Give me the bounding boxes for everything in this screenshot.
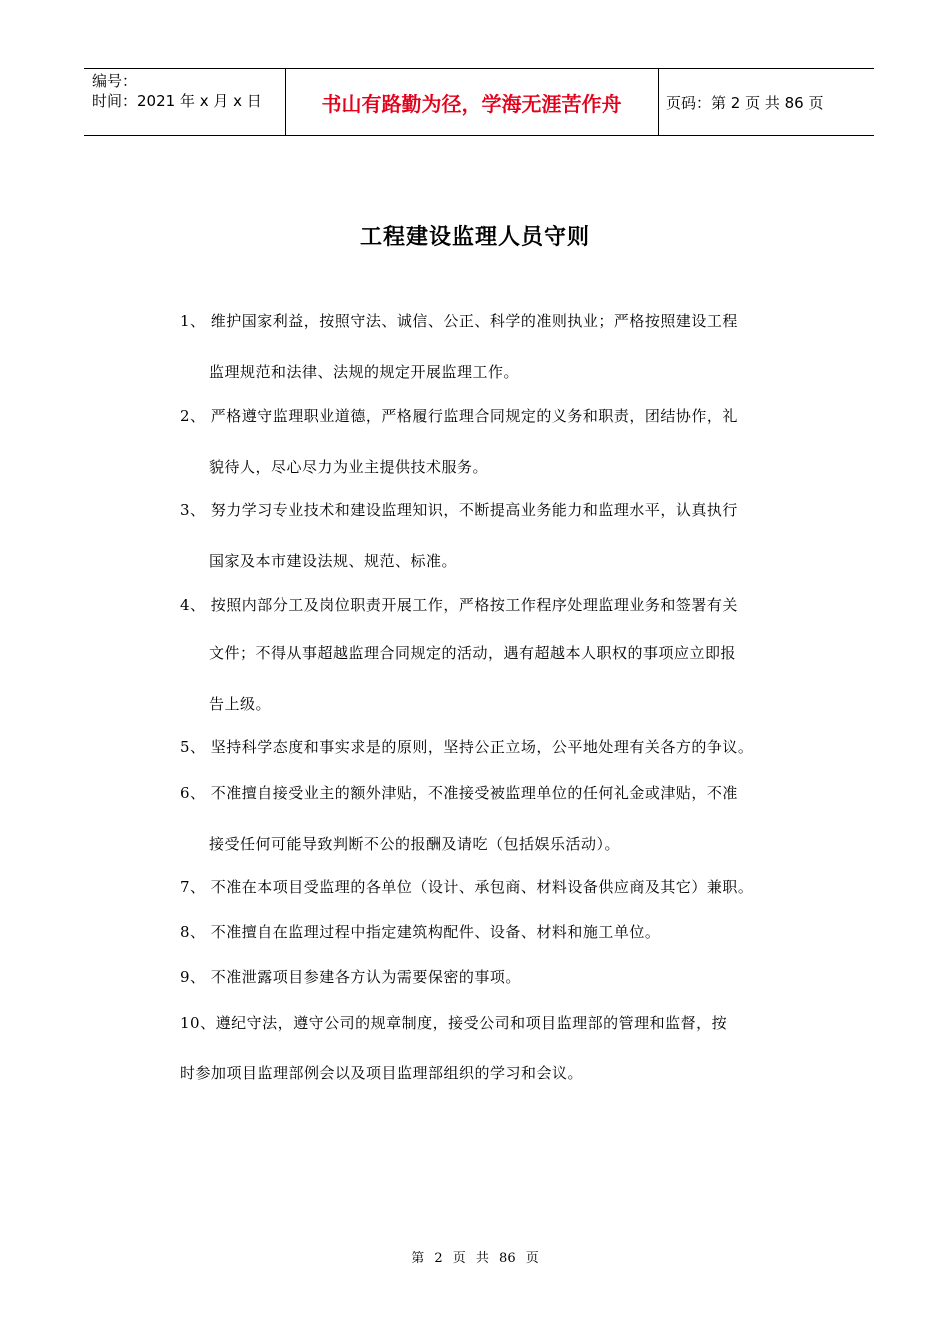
rule-line: 8、 不准擅自在监理过程中指定建筑构配件、设备、材料和施工单位。 bbox=[180, 923, 661, 941]
time-label: 时间：2021 年 x 月 x 日 bbox=[92, 92, 262, 110]
rule-line: 2、 严格遵守监理职业道德，严格履行监理合同规定的义务和职责，团结协作，礼 bbox=[180, 407, 738, 425]
rule-line: 9、 不准泄露项目参建各方认为需要保密的事项。 bbox=[180, 968, 521, 986]
number-label: 编号： bbox=[92, 72, 138, 90]
rule-line: 10、遵纪守法，遵守公司的规章制度，接受公司和项目监理部的管理和监督，按 bbox=[180, 1014, 728, 1032]
rule-line: 貌待人，尽心尽力为业主提供技术服务。 bbox=[209, 458, 489, 476]
rule-line: 国家及本市建设法规、规范、标准。 bbox=[209, 552, 458, 570]
page-footer: 第 2 页 共 86 页 bbox=[411, 1251, 539, 1266]
rule-line: 7、 不准在本项目受监理的各单位（设计、承包商、材料设备供应商及其它）兼职。 bbox=[180, 878, 754, 896]
header-page-info: 页码：第 2 页 共 86 页 bbox=[666, 93, 824, 112]
header-motto: 书山有路勤为径，学海无涯苦作舟 bbox=[321, 91, 622, 116]
rule-line: 告上级。 bbox=[209, 695, 272, 713]
header-meta bbox=[92, 71, 262, 111]
rule-line: 接受任何可能导致判断不公的报酬及请吃（包括娱乐活动）。 bbox=[209, 835, 621, 853]
rule-line: 5、 坚持科学态度和事实求是的原则，坚持公正立场，公平地处理有关各方的争议。 bbox=[180, 738, 754, 756]
header-divider bbox=[658, 69, 659, 135]
rule-line: 6、 不准擅自接受业主的额外津贴，不准接受被监理单位的任何礼金或津贴，不准 bbox=[180, 784, 738, 802]
rule-line: 文件；不得从事超越监理合同规定的活动，遇有超越本人职权的事项应立即报 bbox=[209, 644, 737, 662]
rule-line: 4、 按照内部分工及岗位职责开展工作，严格按工作程序处理监理业务和签署有关 bbox=[180, 596, 738, 614]
rule-line: 监理规范和法律、法规的规定开展监理工作。 bbox=[209, 363, 520, 381]
rule-line: 3、 努力学习专业技术和建设监理知识，不断提高业务能力和监理水平，认真执行 bbox=[180, 501, 738, 519]
document-title: 工程建设监理人员守则 bbox=[359, 224, 590, 250]
rule-line: 1、 维护国家利益，按照守法、诚信、公正、科学的准则执业；严格按照建设工程 bbox=[180, 312, 738, 330]
rule-line: 时参加项目监理部例会以及项目监理部组织的学习和会议。 bbox=[180, 1064, 584, 1082]
page-header bbox=[84, 68, 874, 136]
